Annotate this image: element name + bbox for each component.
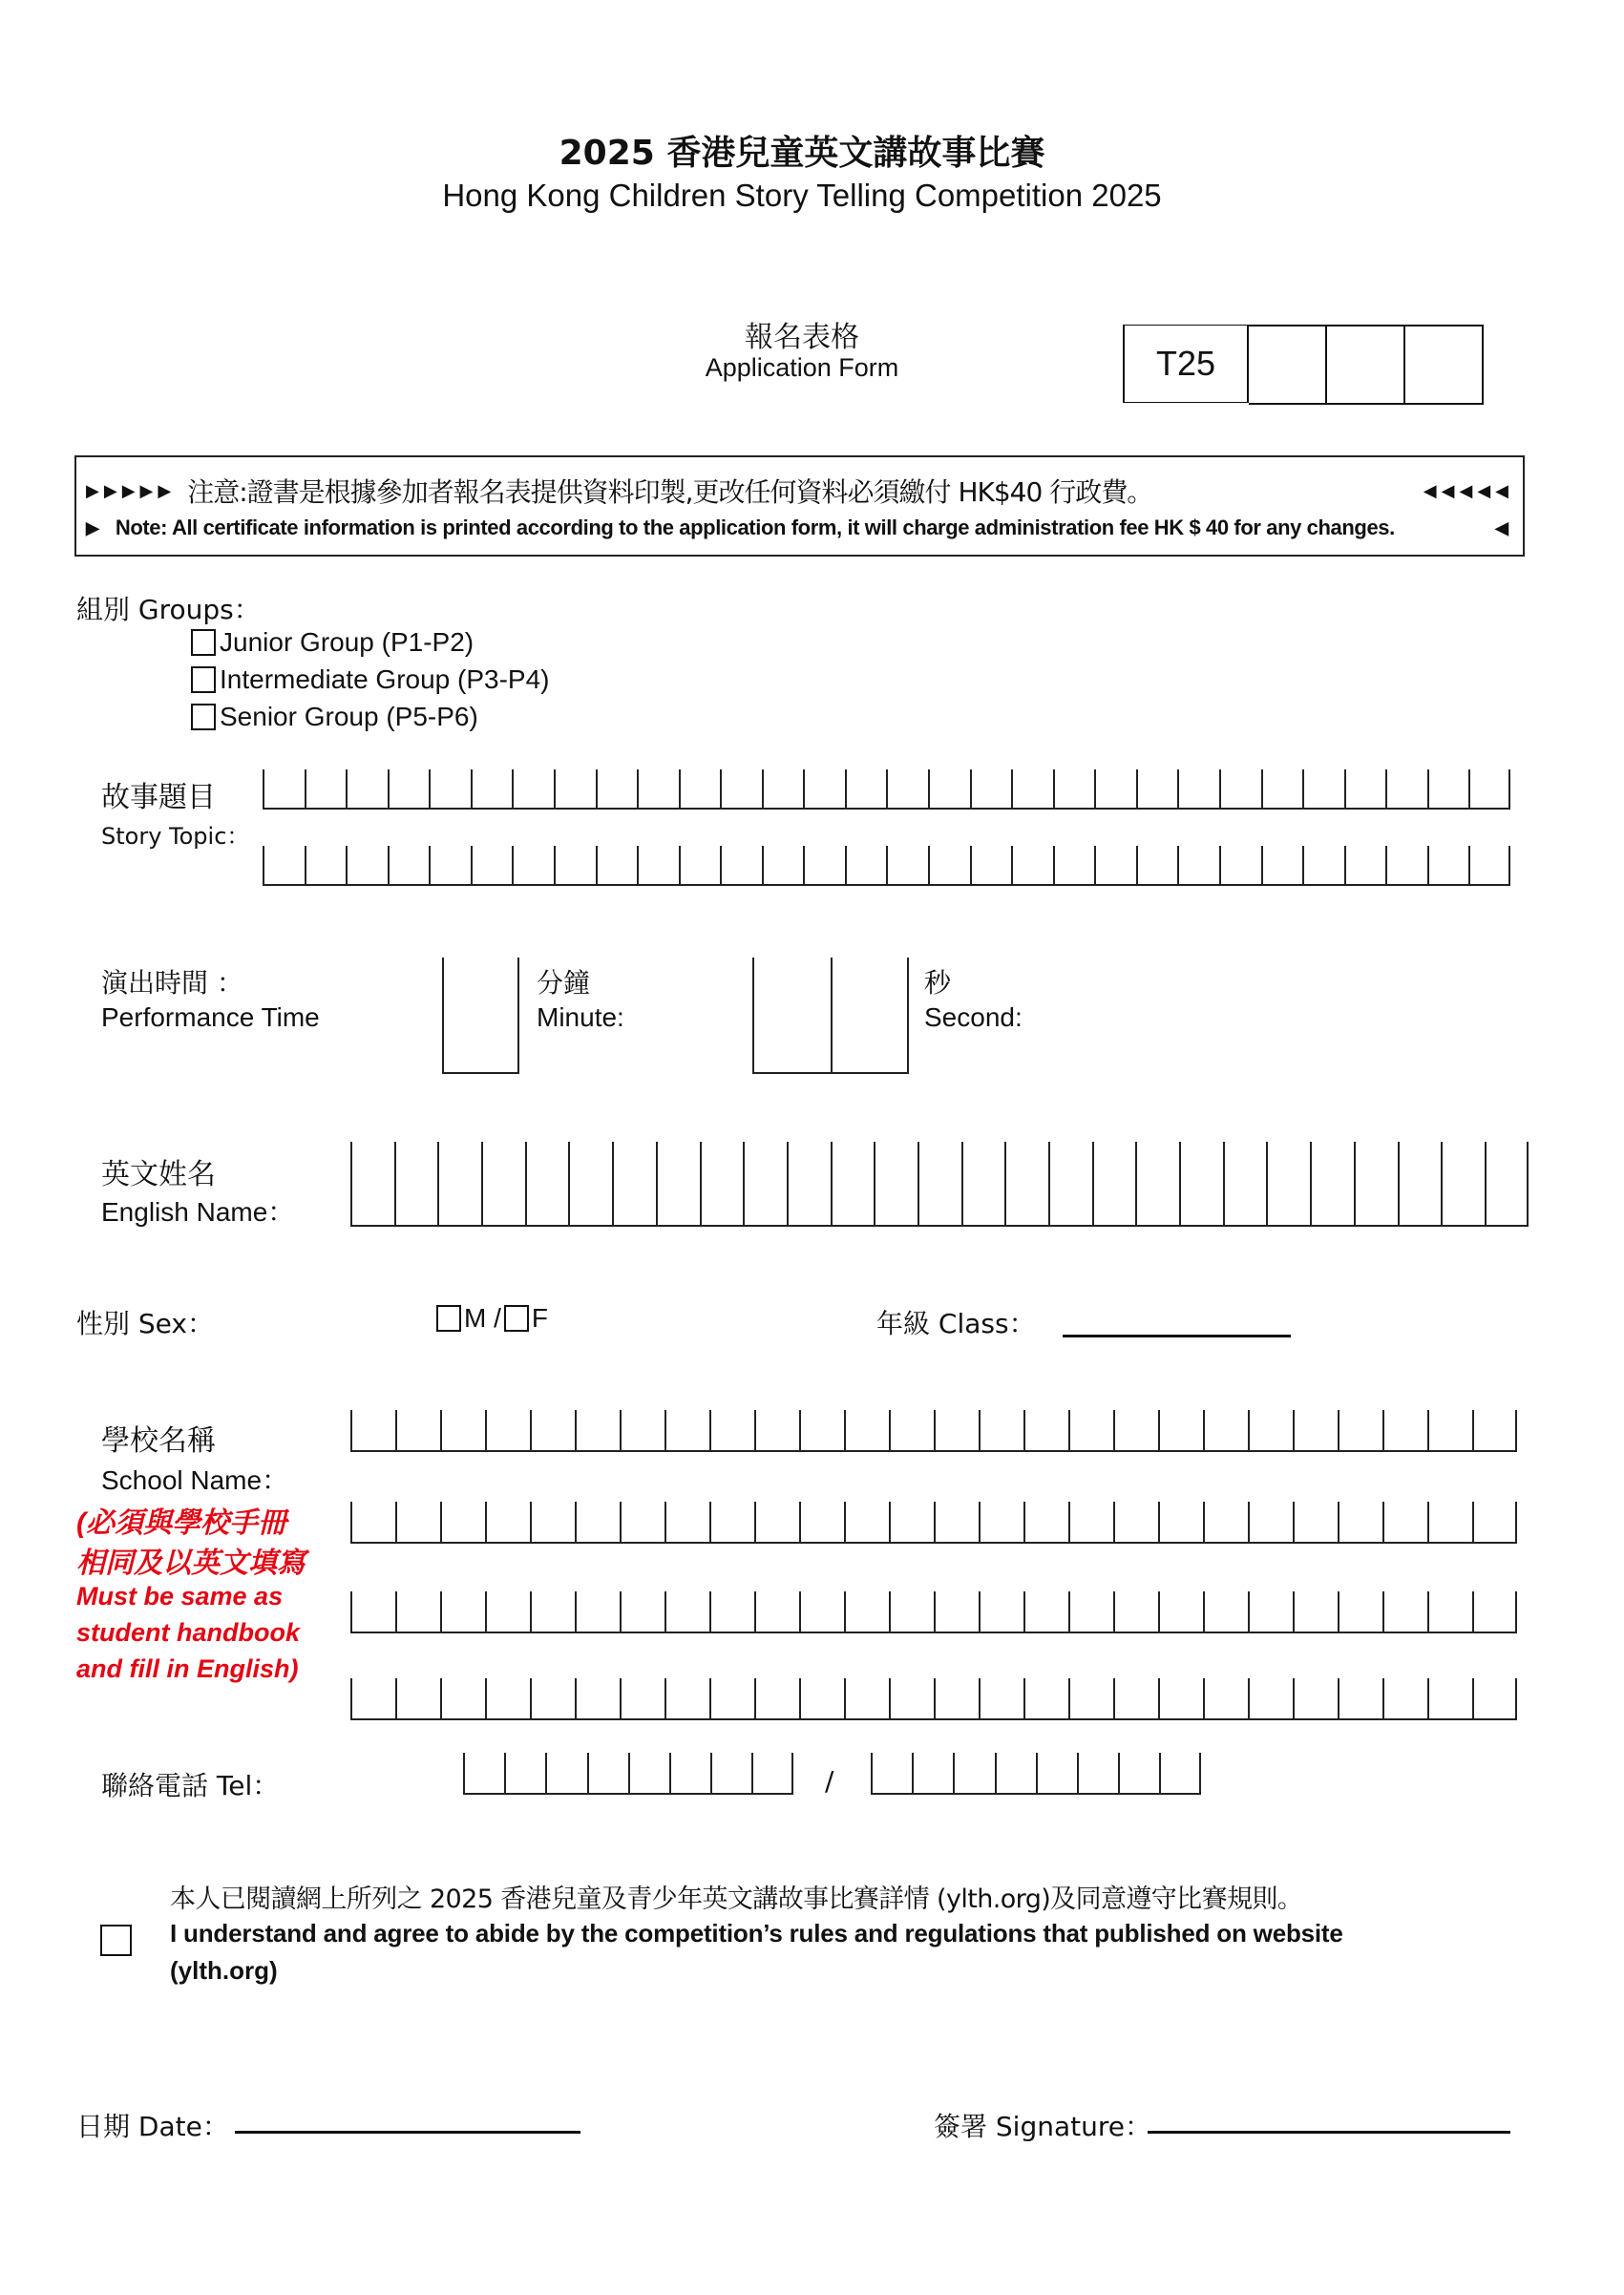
character-cell[interactable]	[1158, 1591, 1203, 1632]
character-cell[interactable]	[1068, 1410, 1113, 1450]
agreement-text-zh: 本人已閱讀網上所列之 2025 香港兒童及青少年英文講故事比賽詳情 (ylth.org)及同意遵守比賽規則。	[170, 1884, 1303, 1914]
character-cell[interactable]	[1113, 1591, 1158, 1632]
character-cell[interactable]	[1248, 1678, 1293, 1718]
character-cell[interactable]	[1118, 1753, 1159, 1793]
character-cell[interactable]	[394, 1142, 438, 1225]
character-cell[interactable]	[1261, 846, 1303, 884]
character-cell[interactable]	[1472, 1591, 1517, 1632]
english-name-label-zh: 英文姓名	[101, 1158, 216, 1191]
minute-label-en: Minute:	[537, 1002, 624, 1032]
school-note-en-1: Must be same as	[76, 1582, 284, 1611]
story-topic-label-zh: 故事題目	[101, 781, 216, 814]
character-cell[interactable]	[787, 1142, 831, 1225]
character-cell[interactable]	[350, 1502, 395, 1542]
character-cell[interactable]	[442, 958, 519, 1072]
group-option-label: Intermediate Group (P3-P4)	[220, 664, 550, 694]
character-cell[interactable]	[1382, 1502, 1427, 1542]
character-cell[interactable]	[803, 846, 845, 884]
character-cell[interactable]	[545, 1753, 586, 1793]
group-option-label: Junior Group (P1-P2)	[220, 627, 475, 657]
signature-label: 簽署 Signature：	[934, 2111, 1151, 2142]
character-cell[interactable]	[743, 1142, 787, 1225]
character-cell[interactable]	[1293, 1502, 1338, 1542]
tel-separator: /	[825, 1765, 834, 1797]
character-cell[interactable]	[575, 1678, 620, 1718]
character-cell[interactable]	[1338, 1410, 1382, 1450]
character-cell[interactable]	[1293, 1410, 1338, 1450]
character-cell[interactable]	[395, 1678, 440, 1718]
character-cell[interactable]	[568, 1142, 612, 1225]
character-cell[interactable]	[664, 1502, 709, 1542]
character-cell[interactable]	[1468, 769, 1510, 808]
character-cell[interactable]	[1113, 1502, 1158, 1542]
character-cell[interactable]	[263, 769, 305, 808]
form-title-zh: 報名表格	[745, 321, 859, 354]
tel-input-1[interactable]	[463, 1753, 793, 1795]
character-cell[interactable]	[429, 769, 471, 808]
character-cell[interactable]	[709, 1410, 754, 1450]
character-cell[interactable]	[979, 1410, 1023, 1450]
character-cell[interactable]	[1023, 1591, 1068, 1632]
character-cell[interactable]	[1135, 1142, 1179, 1225]
notice-zh-text: 注意:證書是根據參加者報名表提供資料印製,更改任何資料必須繳付 HK$40 行政費。	[187, 476, 1153, 508]
signature-input[interactable]	[1148, 2123, 1510, 2134]
school-name-input-row-4[interactable]	[350, 1678, 1517, 1720]
character-cell[interactable]	[656, 1142, 700, 1225]
character-cell[interactable]	[1158, 1502, 1203, 1542]
character-cell[interactable]	[664, 1678, 709, 1718]
character-cell[interactable]	[350, 1678, 395, 1718]
character-cell[interactable]	[934, 1678, 979, 1718]
character-cell[interactable]	[504, 1753, 545, 1793]
story-topic-input-row-2[interactable]	[263, 846, 1510, 886]
sex-male-label: M /	[464, 1303, 501, 1333]
sex-female-label: F	[531, 1303, 548, 1333]
character-cell[interactable]	[845, 846, 887, 884]
character-cell[interactable]	[1203, 1591, 1248, 1632]
character-cell[interactable]	[1398, 1142, 1442, 1225]
character-cell[interactable]	[1136, 846, 1178, 884]
character-cell[interactable]	[1113, 1678, 1158, 1718]
notice-en-line	[86, 516, 1513, 540]
character-cell[interactable]	[1159, 1753, 1200, 1793]
character-cell[interactable]	[1338, 1678, 1382, 1718]
character-cell[interactable]	[1177, 846, 1219, 884]
character-cell[interactable]	[934, 1502, 979, 1542]
character-cell[interactable]	[1177, 769, 1219, 808]
character-cell[interactable]	[575, 1410, 620, 1450]
character-cell[interactable]	[803, 769, 845, 808]
character-cell[interactable]	[1136, 769, 1178, 808]
character-cell[interactable]	[628, 1753, 669, 1793]
notice-box	[74, 455, 1525, 557]
agreement-text-en-url: (ylth.org)	[170, 1956, 278, 1985]
character-cell[interactable]	[709, 1678, 754, 1718]
groups-label: 組別 Groups：	[76, 594, 261, 625]
character-cell[interactable]	[596, 846, 638, 884]
character-cell[interactable]	[799, 1678, 844, 1718]
character-cell[interactable]	[1382, 1678, 1427, 1718]
character-cell[interactable]	[437, 1142, 481, 1225]
arrow-right-icon: ▶	[86, 517, 104, 537]
character-cell[interactable]	[596, 769, 638, 808]
character-cell[interactable]	[928, 846, 970, 884]
arrow-left-icon: ◀	[1495, 517, 1513, 537]
form-code-prefix: T25	[1123, 325, 1249, 403]
school-note-en-2: student handbook	[76, 1618, 300, 1647]
character-cell[interactable]	[1092, 1142, 1136, 1225]
character-cell[interactable]	[679, 846, 721, 884]
school-note-zh-1: (必須與學校手冊	[76, 1507, 286, 1539]
school-name-input-row-1[interactable]	[350, 1410, 1517, 1452]
character-cell[interactable]	[554, 846, 596, 884]
character-cell[interactable]	[1485, 1142, 1529, 1225]
character-cell[interactable]	[751, 1753, 792, 1793]
character-cell[interactable]	[1427, 1591, 1472, 1632]
character-cell[interactable]	[485, 1678, 530, 1718]
character-cell[interactable]	[263, 846, 305, 884]
character-cell[interactable]	[305, 846, 347, 884]
character-cell[interactable]	[754, 1410, 799, 1450]
date-label: 日期 Date：	[76, 2111, 229, 2142]
school-note-zh-2: 相同及以英文填寫	[76, 1548, 306, 1579]
school-name-input-row-2[interactable]	[350, 1502, 1517, 1544]
date-input[interactable]	[235, 2123, 580, 2134]
character-cell[interactable]	[1094, 846, 1136, 884]
character-cell[interactable]	[1053, 769, 1095, 808]
character-cell[interactable]	[844, 1502, 889, 1542]
story-topic-input-row-1[interactable]	[263, 769, 1510, 810]
form-code-cell[interactable]	[1405, 325, 1484, 405]
character-cell[interactable]	[752, 958, 831, 1072]
character-cell[interactable]	[1094, 769, 1136, 808]
character-cell[interactable]	[1344, 769, 1386, 808]
character-cell[interactable]	[889, 1591, 934, 1632]
character-cell[interactable]	[912, 1753, 953, 1793]
character-cell[interactable]	[1011, 846, 1053, 884]
character-cell[interactable]	[1302, 769, 1344, 808]
school-note-en-3: and fill in English)	[76, 1654, 299, 1683]
character-cell[interactable]	[720, 769, 762, 808]
character-cell[interactable]	[388, 846, 430, 884]
agreement-checkbox[interactable]	[100, 1925, 132, 1956]
character-cell[interactable]	[934, 1410, 979, 1450]
character-cell[interactable]	[1036, 1753, 1077, 1793]
character-cell[interactable]	[934, 1591, 979, 1632]
character-cell[interactable]	[612, 1142, 656, 1225]
character-cell[interactable]	[1344, 846, 1386, 884]
character-cell[interactable]	[1354, 1142, 1398, 1225]
character-cell[interactable]	[1219, 846, 1261, 884]
character-cell[interactable]	[754, 1502, 799, 1542]
character-cell[interactable]	[799, 1410, 844, 1450]
character-cell[interactable]	[664, 1410, 709, 1450]
character-cell[interactable]	[350, 1142, 394, 1225]
character-cell[interactable]	[889, 1678, 934, 1718]
character-cell[interactable]	[429, 846, 471, 884]
character-cell[interactable]	[1427, 1678, 1472, 1718]
character-cell[interactable]	[1310, 1142, 1354, 1225]
school-name-input-row-3[interactable]	[350, 1591, 1517, 1633]
character-cell[interactable]	[889, 1502, 934, 1542]
character-cell[interactable]	[1223, 1142, 1267, 1225]
character-cell[interactable]	[1048, 1142, 1092, 1225]
character-cell[interactable]	[554, 769, 596, 808]
arrow-right-icons: ▶▶▶▶▶	[86, 480, 177, 501]
group-option-junior[interactable]	[191, 627, 474, 658]
character-cell[interactable]	[350, 1591, 395, 1632]
character-cell[interactable]	[1068, 1591, 1113, 1632]
character-cell[interactable]	[1077, 1753, 1118, 1793]
character-cell[interactable]	[1427, 769, 1469, 808]
tel-label: 聯絡電話 Tel：	[101, 1770, 280, 1801]
character-cell[interactable]	[620, 1410, 664, 1450]
character-cell[interactable]	[471, 769, 513, 808]
minute-label-zh: 分鐘	[537, 967, 591, 999]
group-option-label: Senior Group (P5-P6)	[220, 702, 478, 731]
character-cell[interactable]	[709, 1502, 754, 1542]
character-cell[interactable]	[886, 846, 928, 884]
character-cell[interactable]	[979, 1678, 1023, 1718]
character-cell[interactable]	[1023, 1502, 1068, 1542]
character-cell[interactable]	[1158, 1410, 1203, 1450]
school-name-label-en: School Name：	[101, 1465, 289, 1495]
character-cell[interactable]	[1472, 1502, 1517, 1542]
character-cell[interactable]	[1053, 846, 1095, 884]
character-cell[interactable]	[1385, 846, 1427, 884]
character-cell[interactable]	[637, 846, 679, 884]
class-input[interactable]	[1063, 1327, 1291, 1337]
character-cell[interactable]	[845, 769, 887, 808]
character-cell[interactable]	[575, 1591, 620, 1632]
character-cell[interactable]	[1382, 1591, 1427, 1632]
character-cell[interactable]	[970, 846, 1012, 884]
character-cell[interactable]	[1293, 1591, 1338, 1632]
character-cell[interactable]	[709, 1591, 754, 1632]
character-cell[interactable]	[1158, 1678, 1203, 1718]
character-cell[interactable]	[831, 958, 909, 1072]
character-cell[interactable]	[1248, 1591, 1293, 1632]
group-option-intermediate[interactable]	[191, 664, 550, 695]
sex-options	[436, 1303, 548, 1334]
character-cell[interactable]	[961, 1142, 1005, 1225]
character-cell[interactable]	[886, 769, 928, 808]
character-cell[interactable]	[1293, 1678, 1338, 1718]
character-cell[interactable]	[710, 1753, 751, 1793]
character-cell[interactable]	[463, 1753, 504, 1793]
character-cell[interactable]	[1427, 846, 1469, 884]
character-cell[interactable]	[1203, 1410, 1248, 1450]
character-cell[interactable]	[1023, 1678, 1068, 1718]
character-cell[interactable]	[669, 1753, 710, 1793]
senior-group-checkbox[interactable]	[191, 704, 216, 730]
second-label-zh: 秒	[924, 967, 952, 999]
character-cell[interactable]	[1203, 1502, 1248, 1542]
character-cell[interactable]	[395, 1410, 440, 1450]
second-input[interactable]	[752, 958, 909, 1074]
character-cell[interactable]	[395, 1591, 440, 1632]
notice-zh-line	[86, 472, 1513, 510]
character-cell[interactable]	[440, 1678, 485, 1718]
character-cell[interactable]	[620, 1502, 664, 1542]
character-cell[interactable]	[485, 1410, 530, 1450]
character-cell[interactable]	[1068, 1502, 1113, 1542]
character-cell[interactable]	[844, 1678, 889, 1718]
form-title-en: Application Form	[705, 353, 899, 382]
character-cell[interactable]	[1179, 1142, 1223, 1225]
english-name-label-en: English Name：	[101, 1197, 295, 1227]
character-cell[interactable]	[1261, 769, 1303, 808]
school-name-label-zh: 學校名稱	[101, 1424, 216, 1458]
group-option-senior[interactable]	[191, 702, 478, 732]
character-cell[interactable]	[388, 769, 430, 808]
character-cell[interactable]	[1266, 1142, 1310, 1225]
character-cell[interactable]	[754, 1678, 799, 1718]
second-label-en: Second:	[924, 1002, 1023, 1032]
agreement-text-en: I understand and agree to abide by the competition’s rules and regulations that published on website	[170, 1919, 1343, 1948]
character-cell[interactable]	[485, 1591, 530, 1632]
character-cell[interactable]	[1068, 1678, 1113, 1718]
sex-label: 性別 Sex：	[76, 1308, 214, 1339]
character-cell[interactable]	[346, 846, 388, 884]
notice-en-text: Note: All certificate information is printed according to the application form, it will charge administration fee HK $ 40 for any changes.	[115, 516, 1395, 539]
character-cell[interactable]	[1427, 1410, 1472, 1450]
character-cell[interactable]	[512, 846, 554, 884]
character-cell[interactable]	[995, 1753, 1036, 1793]
story-topic-label-en: Story Topic：	[101, 823, 250, 850]
character-cell[interactable]	[917, 1142, 961, 1225]
character-cell[interactable]	[871, 1753, 912, 1793]
character-cell[interactable]	[440, 1591, 485, 1632]
class-label: 年級 Class：	[876, 1308, 1036, 1339]
character-cell[interactable]	[1248, 1410, 1293, 1450]
character-cell[interactable]	[1472, 1678, 1517, 1718]
form-code-cell[interactable]	[1327, 325, 1405, 405]
character-cell[interactable]	[395, 1502, 440, 1542]
character-cell[interactable]	[1219, 769, 1261, 808]
character-cell[interactable]	[679, 769, 721, 808]
character-cell[interactable]	[530, 1591, 575, 1632]
page-title-zh: 2025 香港兒童英文講故事比賽	[559, 134, 1045, 173]
character-cell[interactable]	[953, 1753, 994, 1793]
character-cell[interactable]	[530, 1410, 575, 1450]
character-cell[interactable]	[799, 1591, 844, 1632]
character-cell[interactable]	[844, 1410, 889, 1450]
character-cell[interactable]	[889, 1410, 934, 1450]
character-cell[interactable]	[979, 1502, 1023, 1542]
character-cell[interactable]	[1248, 1502, 1293, 1542]
performance-time-label-en: Performance Time	[101, 1002, 320, 1032]
character-cell[interactable]	[1338, 1591, 1382, 1632]
character-cell[interactable]	[1427, 1502, 1472, 1542]
character-cell[interactable]	[1441, 1142, 1485, 1225]
sex-female-checkbox[interactable]	[504, 1305, 529, 1332]
arrow-left-icons: ◀◀◀◀◀	[1423, 480, 1513, 501]
character-cell[interactable]	[720, 846, 762, 884]
character-cell[interactable]	[305, 769, 347, 808]
character-cell[interactable]	[530, 1502, 575, 1542]
character-cell[interactable]	[874, 1142, 917, 1225]
junior-group-checkbox[interactable]	[191, 629, 216, 656]
character-cell[interactable]	[799, 1502, 844, 1542]
form-code-box	[1123, 325, 1484, 405]
character-cell[interactable]	[1113, 1410, 1158, 1450]
character-cell[interactable]	[350, 1410, 395, 1450]
character-cell[interactable]	[530, 1678, 575, 1718]
character-cell[interactable]	[620, 1678, 664, 1718]
character-cell[interactable]	[575, 1502, 620, 1542]
character-cell[interactable]	[970, 769, 1012, 808]
character-cell[interactable]	[346, 769, 388, 808]
character-cell[interactable]	[1023, 1410, 1068, 1450]
character-cell[interactable]	[1203, 1678, 1248, 1718]
page-title-en: Hong Kong Children Story Telling Competition 2025	[442, 178, 1162, 213]
character-cell[interactable]	[512, 769, 554, 808]
english-name-input[interactable]	[350, 1142, 1529, 1227]
character-cell[interactable]	[831, 1142, 875, 1225]
character-cell[interactable]	[587, 1753, 628, 1793]
character-cell[interactable]	[1385, 769, 1427, 808]
character-cell[interactable]	[525, 1142, 569, 1225]
character-cell[interactable]	[485, 1502, 530, 1542]
character-cell[interactable]	[1472, 1410, 1517, 1450]
character-cell[interactable]	[440, 1502, 485, 1542]
character-cell[interactable]	[664, 1591, 709, 1632]
character-cell[interactable]	[754, 1591, 799, 1632]
character-cell[interactable]	[1302, 846, 1344, 884]
character-cell[interactable]	[762, 769, 804, 808]
character-cell[interactable]	[481, 1142, 525, 1225]
character-cell[interactable]	[1004, 1142, 1048, 1225]
character-cell[interactable]	[637, 769, 679, 808]
minute-input[interactable]	[442, 958, 519, 1074]
character-cell[interactable]	[762, 846, 804, 884]
form-code-cell[interactable]	[1249, 325, 1327, 405]
character-cell[interactable]	[979, 1591, 1023, 1632]
character-cell[interactable]	[440, 1410, 485, 1450]
character-cell[interactable]	[700, 1142, 744, 1225]
character-cell[interactable]	[471, 846, 513, 884]
character-cell[interactable]	[620, 1591, 664, 1632]
character-cell[interactable]	[1382, 1410, 1427, 1450]
character-cell[interactable]	[928, 769, 970, 808]
character-cell[interactable]	[1338, 1502, 1382, 1542]
sex-male-checkbox[interactable]	[436, 1305, 461, 1332]
intermediate-group-checkbox[interactable]	[191, 666, 216, 693]
tel-input-2[interactable]	[871, 1753, 1201, 1795]
character-cell[interactable]	[844, 1591, 889, 1632]
character-cell[interactable]	[1468, 846, 1510, 884]
performance-time-label-zh: 演出時間 ：	[101, 967, 243, 999]
character-cell[interactable]	[1011, 769, 1053, 808]
